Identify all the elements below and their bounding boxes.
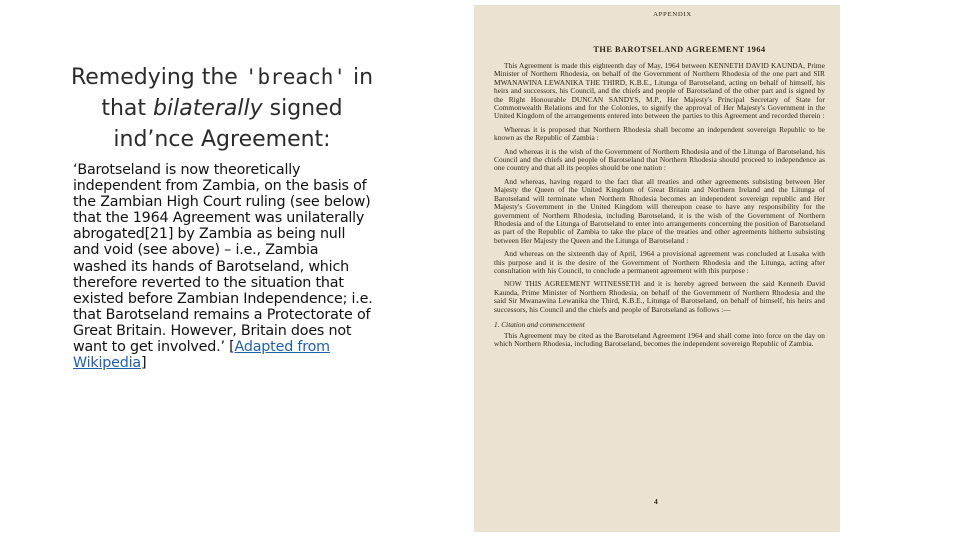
document-page-number: 4 xyxy=(654,497,658,506)
document-paragraph: NOW THIS AGREEMENT WITNESSETH and it is hereby agreed between the said Kenneth David Kaunda, Prime Minister of Northern Rhodesia, on behalf of the Government of Northern Rhodesia and the said Sir Mwanawina Lewanika the Third, K.B.E., Litunga of Barotseland, on behalf of himself, his heirs and successors, his Council and the chiefs and people of Barotseland as follows :— xyxy=(494,279,825,314)
document-paragraph: Whereas it is proposed that Northern Rhodesia shall become an independent sovereign Republic to be known as the Republic of Zambia : xyxy=(494,124,825,143)
document-heading: THE BAROTSELAND AGREEMENT 1964 xyxy=(593,45,766,54)
title-italic-word: bilaterally xyxy=(153,96,263,121)
document-paragraph: And whereas, having regard to the fact that all treaties and other agreements subsisting between Her Majesty the Queen of the United Kingdom of Great Britain and Northern Ireland and the Litunga of Barotseland will terminate when Northern Rhodesia becomes an independent sovereign republic and Her Majesty's Government in the United Kingdom will thereupon cease to have any responsibility for the government of Northern Rhodesia, including Barotseland, it is the wish of the Government of Northern Rhodesia and of the Litunga of Barotseland to enter into arrangements concerning the position of Barotseland as part of the Republic of Zambia to take the place of the treaties and other agreements hitherto subsisting between Her Majesty the Queen and the Litunga of Barotseland : xyxy=(494,176,825,245)
document-section-heading: 1. Citation and commencement xyxy=(494,319,585,329)
document-paragraph: And whereas it is the wish of the Government of Northern Rhodesia and of the Litunga of Barotseland, his Council and the chiefs and people of Barotseland that Northern Rhodesia should proceed to independence as one country and that all its peoples should be one nation : xyxy=(494,146,825,173)
document-paragraph: This Agreement is made this eighteenth day of May, 1964 between KENNETH DAVID KAUNDA, Prime Minister of Northern Rhodesia, on behalf of the Government of Northern Rhodesia of the one part and SIR MWANAWINA LEWANIKA THE THIRD, K.B.E., Litunga of Barotseland, acting on behalf of himself, his heirs and successors, his Council, and the chiefs and people of Barotseland of the other part and is signed by the Right Honourable DUNCAN SANDYS, M.P., Her Majesty's Principal Secretary of State for Commonwealth Relations and for the Colonies, to signify the approval of Her Majesty's Government in the United Kingdom of the arrangements entered into between the parties to this Agreement and recorded therein : xyxy=(494,61,825,121)
title-text-end: signed ind’nce Agreement: xyxy=(113,96,343,152)
title-quoted-word: 'breach' xyxy=(244,65,346,89)
document-section-text: This Agreement may be cited as the Barotseland Agreement 1964 and shall come into force on the day on which Northern Rhodesia, including Barotseland, becomes the independent sovereign Republic of Zambia. xyxy=(494,330,825,349)
document-paragraph: And whereas on the sixteenth day of April, 1964 a provisional agreement was concluded at Lusaka with this purpose and it is the desire of the Government of Northern Rhodesia and the Litunga, acting after consultation with his Council, to conclude a permanent agreement with this purpose : xyxy=(494,249,825,275)
wikipedia-source-link[interactable]: Adapted from Wikipedia xyxy=(73,339,330,372)
body-bracket-close: ] xyxy=(140,355,147,372)
agreement-document-image xyxy=(474,5,840,532)
slide-body xyxy=(73,162,373,371)
title-text-start: Remedying the xyxy=(70,65,245,90)
slide-title xyxy=(62,62,382,155)
title-text-middle: in that xyxy=(101,65,374,121)
document-appendix-label: APPENDIX xyxy=(653,11,692,18)
body-quote-text: ‘Barotseland is now theoretically independent from Zambia, on the basis of the Zambian High Court ruling (see below) that the 1964 Agreement was unilaterally abrogated[21] by Zambia as being null and void (see above) – i.e., Zambia washed its hands of Barotseland, which therefore reverted to the situation that existed before Zambian Independence; i.e. that Barotseland remains a Protectorate of Great Britain. However, Britain does not want to get involved.’ [ xyxy=(73,162,373,356)
